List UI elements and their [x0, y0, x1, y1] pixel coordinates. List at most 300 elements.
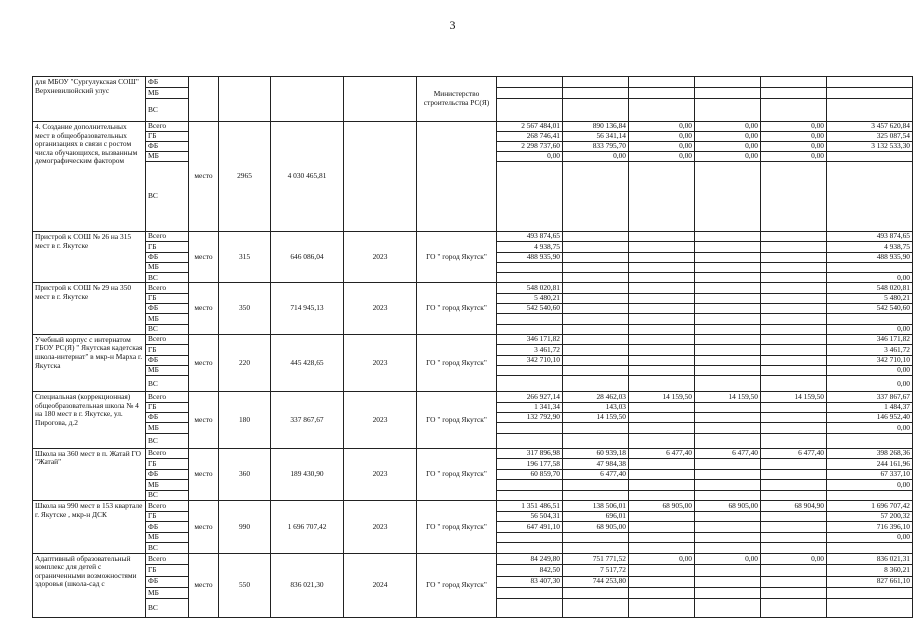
value-cell	[629, 402, 695, 412]
value-cell	[497, 490, 563, 501]
value-cell	[563, 232, 629, 242]
value-cell: 143,03	[563, 402, 629, 412]
value-cell	[629, 88, 695, 99]
funding-source-cell: ГБ	[146, 293, 189, 303]
value-cell	[827, 490, 913, 501]
funding-source-cell: ФБ	[146, 77, 189, 88]
value-cell	[761, 480, 827, 491]
value-cell: 493 874,65	[497, 232, 563, 242]
value-cell: 6 477,40	[695, 448, 761, 459]
value-cell	[563, 77, 629, 88]
value-cell	[695, 324, 761, 334]
funding-source-cell: Всего	[146, 232, 189, 242]
value-cell	[629, 433, 695, 448]
value-cell: 890 136,84	[563, 122, 629, 132]
value-cell: 342 710,10	[497, 355, 563, 365]
value-cell: 1 696 707,42	[827, 501, 913, 512]
funding-source-cell: ВС	[146, 543, 189, 554]
value-cell	[695, 413, 761, 423]
value-cell: 842,50	[497, 565, 563, 576]
value-cell: 0,00	[629, 132, 695, 142]
value-cell: 68 905,00	[629, 501, 695, 512]
value-cell: 0,00	[695, 122, 761, 132]
value-cell: 696,01	[563, 511, 629, 522]
funding-source-cell: ВС	[146, 273, 189, 283]
value-cell	[563, 99, 629, 122]
funding-source-cell: ГБ	[146, 459, 189, 470]
table-row	[33, 77, 913, 88]
value-cell	[629, 293, 695, 303]
value-cell	[827, 77, 913, 88]
value-cell	[629, 314, 695, 324]
value-cell	[695, 543, 761, 554]
project-name-cell: Школа на 360 мест в п. Жатай ГО "Жатай"	[33, 448, 146, 501]
value-cell	[695, 480, 761, 491]
funding-source-cell: Всего	[146, 122, 189, 132]
table-row	[33, 392, 913, 402]
value-cell	[695, 565, 761, 576]
funding-source-cell: ГБ	[146, 132, 189, 142]
project-name-cell: Учебный корпус с интернатом ГБОУ РС(Я) " Якутская кадетская школа-интернат" в мкр-н Марха г. Якутска	[33, 334, 146, 391]
value-cell	[629, 576, 695, 587]
year-cell	[344, 122, 417, 232]
value-cell	[563, 433, 629, 448]
unit-cell: место	[189, 448, 219, 501]
value-cell	[695, 490, 761, 501]
value-cell	[761, 88, 827, 99]
value-cell	[563, 599, 629, 618]
funding-source-cell: Всего	[146, 553, 189, 564]
value-cell	[497, 480, 563, 491]
value-cell: 6 477,40	[629, 448, 695, 459]
value-cell	[629, 532, 695, 543]
value-cell	[563, 355, 629, 365]
value-cell	[629, 355, 695, 365]
value-cell	[761, 242, 827, 252]
value-cell	[827, 543, 913, 554]
value-cell	[695, 469, 761, 480]
value-cell	[497, 88, 563, 99]
value-cell	[827, 433, 913, 448]
value-cell	[695, 273, 761, 283]
value-cell	[761, 532, 827, 543]
project-name-cell: Адаптивный образовательный комплекс для детей с ограниченными возможностями здоровья (школа-сад с	[33, 553, 146, 617]
cost-cell: 4 030 465,81	[271, 122, 344, 232]
quantity-cell: 220	[219, 334, 271, 391]
value-cell	[629, 232, 695, 242]
quantity-cell: 990	[219, 501, 271, 554]
value-cell	[629, 413, 695, 423]
value-cell	[695, 304, 761, 314]
value-cell	[563, 324, 629, 334]
quantity-cell	[219, 77, 271, 122]
value-cell: 8 360,21	[827, 565, 913, 576]
project-name-cell: Пристрой к СОШ № 29 на 350 мест в г. Якутске	[33, 283, 146, 334]
year-cell: 2023	[344, 501, 417, 554]
value-cell	[761, 433, 827, 448]
value-cell	[761, 543, 827, 554]
value-cell	[761, 587, 827, 598]
value-cell	[629, 242, 695, 252]
value-cell: 68 905,00	[563, 522, 629, 533]
funding-source-cell: МБ	[146, 480, 189, 491]
value-cell: 266 927,14	[497, 392, 563, 402]
unit-cell: место	[189, 232, 219, 283]
value-cell	[695, 532, 761, 543]
value-cell	[563, 304, 629, 314]
value-cell	[563, 543, 629, 554]
value-cell	[761, 304, 827, 314]
funding-source-cell: МБ	[146, 152, 189, 162]
funding-source-cell: ФБ	[146, 413, 189, 423]
funding-source-cell: ВС	[146, 490, 189, 501]
table-row	[33, 334, 913, 344]
value-cell: 0,00	[695, 553, 761, 564]
value-cell	[761, 345, 827, 355]
value-cell: 138 506,01	[563, 501, 629, 512]
funding-source-cell: МБ	[146, 262, 189, 272]
financing-table	[32, 76, 913, 618]
value-cell	[827, 88, 913, 99]
value-cell	[497, 423, 563, 433]
value-cell	[761, 273, 827, 283]
value-cell	[497, 324, 563, 334]
value-cell	[497, 433, 563, 448]
value-cell	[761, 490, 827, 501]
year-cell: 2023	[344, 392, 417, 448]
cost-cell: 337 867,67	[271, 392, 344, 448]
value-cell	[695, 433, 761, 448]
funding-source-cell: ГБ	[146, 565, 189, 576]
funding-source-cell: ФБ	[146, 304, 189, 314]
value-cell: 0,00	[629, 152, 695, 162]
value-cell	[695, 262, 761, 272]
funding-source-cell: Всего	[146, 334, 189, 344]
value-cell	[563, 423, 629, 433]
value-cell	[761, 162, 827, 232]
project-name-cell: 4. Создание дополнительных мест в общеобразовательных организациях в связи с ростом числа обучающихся, вызванным демографическим фактором	[33, 122, 146, 232]
cost-cell: 714 945,13	[271, 283, 344, 334]
value-cell: 337 867,67	[827, 392, 913, 402]
unit-cell: место	[189, 334, 219, 391]
value-cell	[761, 232, 827, 242]
value-cell: 67 337,10	[827, 469, 913, 480]
value-cell	[695, 376, 761, 392]
table-row	[33, 501, 913, 512]
value-cell	[761, 576, 827, 587]
value-cell: 744 253,80	[563, 576, 629, 587]
value-cell	[497, 365, 563, 375]
value-cell	[695, 334, 761, 344]
value-cell	[761, 413, 827, 423]
value-cell	[761, 283, 827, 293]
value-cell	[563, 345, 629, 355]
value-cell: 56 341,14	[563, 132, 629, 142]
value-cell	[695, 283, 761, 293]
value-cell: 68 905,00	[695, 501, 761, 512]
value-cell	[761, 365, 827, 375]
value-cell	[497, 99, 563, 122]
value-cell	[695, 587, 761, 598]
year-cell: 2023	[344, 283, 417, 334]
value-cell	[563, 293, 629, 303]
value-cell	[629, 490, 695, 501]
year-cell: 2023	[344, 232, 417, 283]
value-cell	[827, 152, 913, 162]
table-row	[33, 232, 913, 242]
value-cell	[695, 345, 761, 355]
value-cell: 3 132 533,30	[827, 142, 913, 152]
value-cell	[761, 252, 827, 262]
value-cell	[695, 99, 761, 122]
value-cell	[563, 334, 629, 344]
value-cell	[695, 599, 761, 618]
funding-source-cell: МБ	[146, 88, 189, 99]
funding-source-cell: ГБ	[146, 345, 189, 355]
executor-cell	[417, 122, 497, 232]
value-cell: 0,00	[695, 152, 761, 162]
value-cell: 716 396,10	[827, 522, 913, 533]
value-cell	[695, 77, 761, 88]
value-cell: 4 938,75	[497, 242, 563, 252]
funding-source-cell: ФБ	[146, 469, 189, 480]
funding-source-cell: Всего	[146, 283, 189, 293]
value-cell: 0,00	[761, 122, 827, 132]
value-cell	[695, 402, 761, 412]
executor-cell: ГО " город Якутск"	[417, 232, 497, 283]
value-cell	[563, 242, 629, 252]
value-cell	[695, 162, 761, 232]
table-row	[33, 283, 913, 293]
value-cell	[827, 162, 913, 232]
value-cell: 7 517,72	[563, 565, 629, 576]
value-cell	[629, 304, 695, 314]
value-cell	[497, 543, 563, 554]
value-cell	[629, 324, 695, 334]
funding-source-cell: ВС	[146, 376, 189, 392]
executor-cell: Министерство строительства РС(Я)	[417, 77, 497, 122]
value-cell: 0,00	[629, 122, 695, 132]
value-cell: 47 984,38	[563, 459, 629, 470]
value-cell	[563, 365, 629, 375]
funding-source-cell: МБ	[146, 365, 189, 375]
value-cell	[761, 459, 827, 470]
quantity-cell: 550	[219, 553, 271, 617]
value-cell	[497, 77, 563, 88]
value-cell: 346 171,82	[497, 334, 563, 344]
value-cell	[629, 376, 695, 392]
value-cell	[629, 345, 695, 355]
value-cell: 14 159,50	[563, 413, 629, 423]
value-cell	[827, 314, 913, 324]
executor-cell: ГО " город Якутск"	[417, 392, 497, 448]
funding-source-cell: МБ	[146, 532, 189, 543]
value-cell: 3 457 620,84	[827, 122, 913, 132]
value-cell: 14 159,50	[695, 392, 761, 402]
funding-source-cell: ГБ	[146, 402, 189, 412]
quantity-cell: 2965	[219, 122, 271, 232]
value-cell: 60 939,18	[563, 448, 629, 459]
value-cell: 346 171,82	[827, 334, 913, 344]
value-cell: 0,00	[827, 324, 913, 334]
cost-cell	[271, 77, 344, 122]
value-cell: 57 200,32	[827, 511, 913, 522]
value-cell	[497, 599, 563, 618]
value-cell: 0,00	[629, 553, 695, 564]
value-cell	[761, 376, 827, 392]
value-cell: 14 159,50	[629, 392, 695, 402]
value-cell	[761, 469, 827, 480]
value-cell	[761, 262, 827, 272]
value-cell	[563, 162, 629, 232]
funding-source-cell: ФБ	[146, 142, 189, 152]
value-cell: 6 477,40	[563, 469, 629, 480]
value-cell	[563, 283, 629, 293]
value-cell: 1 351 486,51	[497, 501, 563, 512]
value-cell	[629, 480, 695, 491]
value-cell	[761, 77, 827, 88]
value-cell: 488 935,90	[827, 252, 913, 262]
funding-source-cell: ГБ	[146, 511, 189, 522]
value-cell	[629, 511, 695, 522]
project-name-cell: Школа на 990 мест в 153 квартале г. Якутске , мкр-н ДСК	[33, 501, 146, 554]
value-cell: 827 661,10	[827, 576, 913, 587]
value-cell: 493 874,65	[827, 232, 913, 242]
value-cell: 0,00	[497, 152, 563, 162]
value-cell	[695, 511, 761, 522]
value-cell	[695, 576, 761, 587]
value-cell	[629, 522, 695, 533]
value-cell: 542 540,60	[497, 304, 563, 314]
executor-cell: ГО " город Якутск"	[417, 334, 497, 391]
value-cell	[695, 252, 761, 262]
value-cell	[497, 162, 563, 232]
value-cell	[563, 262, 629, 272]
value-cell	[629, 252, 695, 262]
value-cell: 398 268,36	[827, 448, 913, 459]
value-cell	[563, 314, 629, 324]
funding-source-cell: ВС	[146, 433, 189, 448]
year-cell: 2023	[344, 334, 417, 391]
value-cell	[761, 599, 827, 618]
funding-source-cell: ГБ	[146, 242, 189, 252]
value-cell	[629, 543, 695, 554]
value-cell: 60 859,70	[497, 469, 563, 480]
value-cell	[563, 88, 629, 99]
value-cell: 56 504,31	[497, 511, 563, 522]
value-cell	[695, 522, 761, 533]
funding-source-cell: ВС	[146, 162, 189, 232]
funding-source-cell: ФБ	[146, 355, 189, 365]
page-number: 3	[449, 18, 456, 32]
executor-cell: ГО " город Якутск"	[417, 501, 497, 554]
value-cell	[761, 565, 827, 576]
value-cell: 68 904,90	[761, 501, 827, 512]
value-cell	[761, 99, 827, 122]
funding-source-cell: Всего	[146, 392, 189, 402]
funding-source-cell: МБ	[146, 423, 189, 433]
value-cell: 2 298 737,60	[497, 142, 563, 152]
value-cell: 751 771,52	[563, 553, 629, 564]
executor-cell: ГО " город Якутск"	[417, 448, 497, 501]
value-cell	[827, 99, 913, 122]
value-cell: 1 341,34	[497, 402, 563, 412]
value-cell	[563, 480, 629, 491]
value-cell: 244 161,96	[827, 459, 913, 470]
funding-source-cell: Всего	[146, 501, 189, 512]
value-cell	[563, 273, 629, 283]
project-name-cell: для МБОУ "Сургулукская СОШ" Верхневилюйский улус	[33, 77, 146, 122]
value-cell	[497, 532, 563, 543]
value-cell	[695, 355, 761, 365]
value-cell	[497, 314, 563, 324]
table-row	[33, 553, 913, 564]
value-cell	[761, 511, 827, 522]
value-cell	[827, 599, 913, 618]
value-cell: 0,00	[827, 480, 913, 491]
value-cell	[695, 88, 761, 99]
quantity-cell: 350	[219, 283, 271, 334]
value-cell	[497, 273, 563, 283]
unit-cell: место	[189, 553, 219, 617]
value-cell: 0,00	[629, 142, 695, 152]
value-cell	[629, 469, 695, 480]
value-cell	[695, 293, 761, 303]
value-cell: 0,00	[761, 553, 827, 564]
value-cell: 0,00	[827, 423, 913, 433]
funding-source-cell: МБ	[146, 587, 189, 598]
value-cell: 647 491,10	[497, 522, 563, 533]
value-cell	[563, 252, 629, 262]
value-cell: 268 746,41	[497, 132, 563, 142]
value-cell	[761, 355, 827, 365]
value-cell	[827, 262, 913, 272]
value-cell	[629, 459, 695, 470]
cost-cell: 646 086,04	[271, 232, 344, 283]
value-cell: 3 461,72	[497, 345, 563, 355]
table-row	[33, 122, 913, 132]
value-cell	[695, 365, 761, 375]
value-cell: 0,00	[827, 365, 913, 375]
funding-source-cell: МБ	[146, 314, 189, 324]
value-cell: 0,00	[827, 532, 913, 543]
unit-cell: место	[189, 392, 219, 448]
value-cell: 1 484,37	[827, 402, 913, 412]
value-cell	[497, 262, 563, 272]
value-cell: 325 087,54	[827, 132, 913, 142]
value-cell	[629, 423, 695, 433]
value-cell: 317 896,98	[497, 448, 563, 459]
funding-source-cell: Всего	[146, 448, 189, 459]
unit-cell: место	[189, 283, 219, 334]
year-cell	[344, 77, 417, 122]
value-cell	[563, 587, 629, 598]
value-cell	[497, 376, 563, 392]
value-cell	[761, 402, 827, 412]
value-cell	[629, 77, 695, 88]
value-cell	[629, 262, 695, 272]
value-cell	[563, 376, 629, 392]
value-cell	[695, 314, 761, 324]
value-cell	[629, 99, 695, 122]
quantity-cell: 360	[219, 448, 271, 501]
value-cell: 0,00	[761, 132, 827, 142]
unit-cell: место	[189, 122, 219, 232]
cost-cell: 1 696 707,42	[271, 501, 344, 554]
value-cell: 3 461,72	[827, 345, 913, 355]
quantity-cell: 180	[219, 392, 271, 448]
value-cell: 28 462,03	[563, 392, 629, 402]
